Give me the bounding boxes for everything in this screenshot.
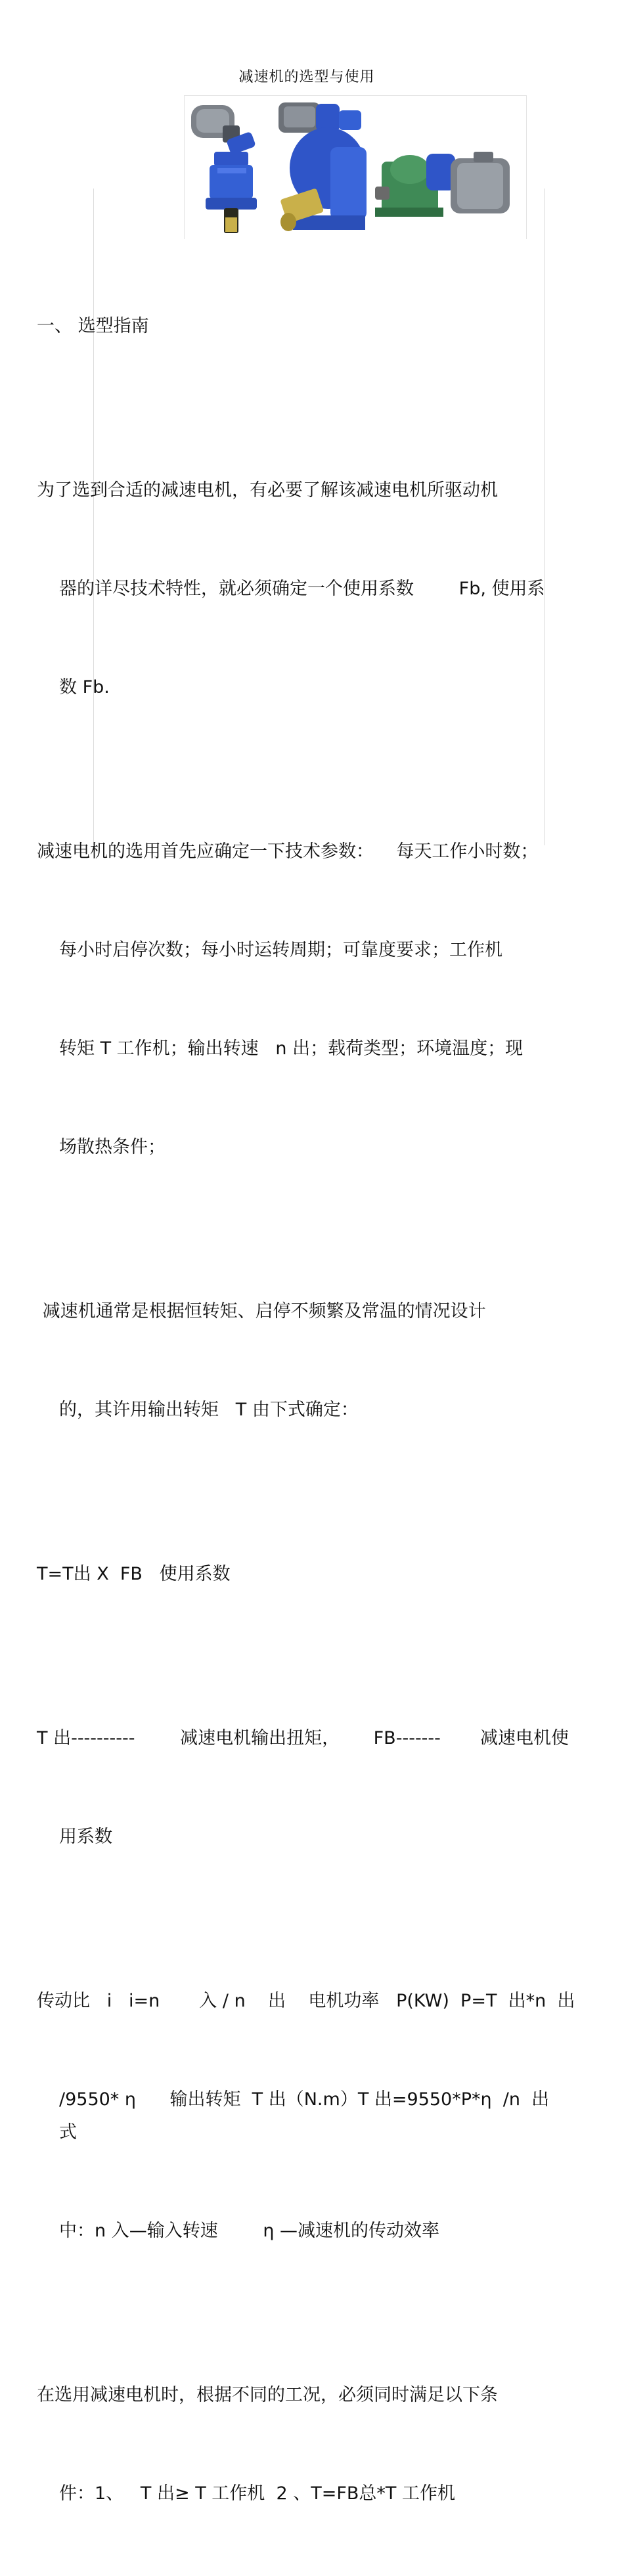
- product-photo: [184, 95, 527, 239]
- document-title: 减速机的选型与使用: [238, 69, 375, 85]
- paragraph-line: 减速电机的选用首先应确定一下技术参数： 每天工作小时数；: [37, 841, 539, 862]
- paragraph-line: /9550* η 输出转矩 T 出（N.m）T 出=9550*P*η /n 出 式: [59, 2089, 589, 2143]
- heading-selection-guide: [37, 244, 589, 409]
- paragraph-line: 中：n 入—输入转速 η —减速机的传动效率: [59, 2221, 440, 2241]
- worm-reducer-motor: [375, 152, 510, 217]
- heading-line: 一、 选型指南: [37, 316, 149, 336]
- cycloidal-reducer-motor: [279, 102, 367, 231]
- paragraph-line: 件：1、 T 出≥ T 工作机 2 、T=FB总*T 工作机: [59, 2483, 455, 2504]
- paragraph-1: [37, 409, 589, 770]
- vertical-reducer-motor: [191, 105, 257, 233]
- paragraph-6: [37, 1919, 589, 2313]
- gear-motors-illustration: [185, 96, 526, 239]
- paragraph-2: [37, 770, 589, 1230]
- document-body: [37, 244, 589, 2576]
- paragraph-3: [37, 1230, 589, 1492]
- paragraph-line: 为了选到合适的减速电机，有必要了解该减速电机所驱动机: [37, 480, 498, 500]
- formula-torque: [37, 1492, 589, 1656]
- paragraph-line: 器的详尽技术特性，就必须确定一个使用系数 Fb, 使用系: [59, 579, 545, 599]
- paragraph-line: 用系数: [59, 1827, 112, 1847]
- paragraph-line: 在选用减速电机时，根据不同的工况，必须同时满足以下条: [37, 2385, 498, 2405]
- paragraph-line: 转矩 T 工作机；输出转速 n 出；载荷类型；环境温度；现: [59, 1038, 524, 1059]
- paragraph-line: T 出---------- 减速电机输出扭矩， FB------- 减速电机使: [37, 1728, 569, 1748]
- formula-line: T=T出 X FB 使用系数: [37, 1564, 231, 1584]
- paragraph-line: 场散热条件；: [59, 1137, 166, 1157]
- paragraph-7: [37, 2313, 589, 2576]
- paragraph-line: 减速机通常是根据恒转矩、启停不频繁及常温的情况设计: [37, 1301, 486, 1321]
- paragraph-line: 传动比 i i=n 入 / n 出 电机功率 P(KW) P=T 出*n 出: [37, 1991, 575, 2011]
- paragraph-line: 的，其许用输出转矩 T 由下式确定：: [59, 1400, 359, 1420]
- paragraph-line: 数 Fb.: [59, 677, 110, 698]
- paragraph-line: 每小时启停次数；每小时运转周期；可靠度要求；工作机: [59, 940, 502, 960]
- paragraph-5: [37, 1656, 589, 1919]
